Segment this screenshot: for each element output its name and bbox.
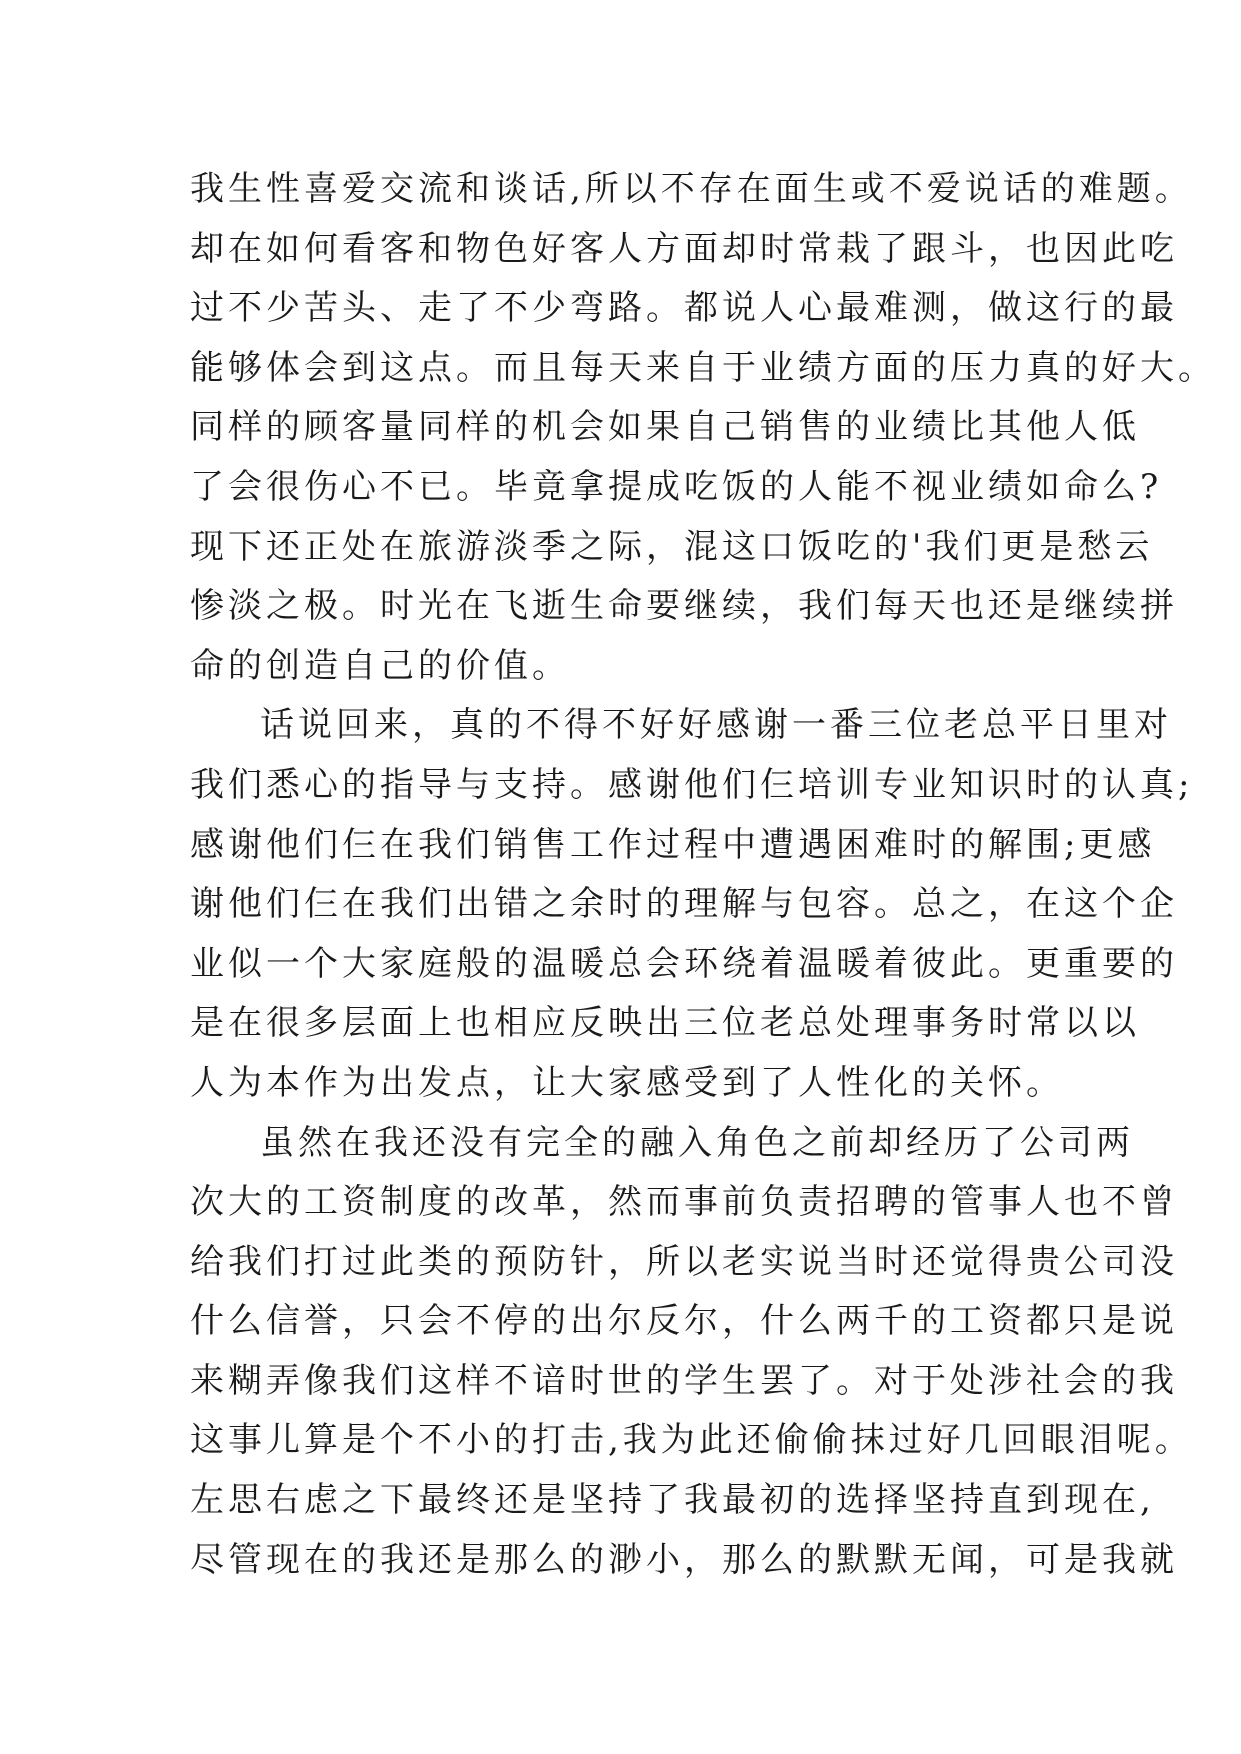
text-line: 次大的工资制度的改革，然而事前负责招聘的管事人也不曾 [190,1182,1178,1223]
text-line: 虽然在我还没有完全的融入角色之前却经历了公司两 [260,1122,1134,1163]
text-line: 我生性喜爱交流和谈话,所以不存在面生或不爱说话的难题。 [190,169,1193,209]
text-line: 尽管现在的我还是那么的渺小，那么的默默无闻，可是我就 [190,1539,1178,1580]
text-line: 能够体会到这点。而且每天来自于业绩方面的压力真的好大。 [190,347,1216,388]
text-line: 我们悉心的指导与支持。感谢他们仨培训专业知识时的认真; [190,764,1194,805]
text-line: 谢他们仨在我们出错之余时的理解与包容。总之，在这个企 [190,884,1178,925]
text-line: 却在如何看客和物色好客人方面却时常栽了跟斗，也因此吃 [190,228,1178,269]
text-line: 现下还正处在旅游淡季之际，混这口饭吃的'我们更是愁云 [190,526,1154,567]
text-line: 话说回来，真的不得不好好感谢一番三位老总平日里对 [260,705,1172,746]
body-text [190,160,1216,1590]
text-line: 这事儿算是个不小的打击,我为此还偷偷抹过好几回眼泪呢。 [190,1420,1193,1461]
text-line: 过不少苦头、走了不少弯路。都说人心最难测，做这行的最 [190,288,1178,329]
text-line: 给我们打过此类的预防针，所以老实说当时还觉得贵公司没 [190,1241,1178,1282]
text-line: 惨淡之极。时光在飞逝生命要继续，我们每天也还是继续拼 [190,586,1178,627]
text-line: 什么信誉，只会不停的出尔反尔，什么两千的工资都只是说 [190,1301,1178,1342]
text-line: 来糊弄像我们这样不谙时世的学生罢了。对于处涉社会的我 [190,1360,1178,1401]
text-line: 了会很伤心不已。毕竟拿提成吃饭的人能不视业绩如命么? [190,466,1163,507]
text-line: 左思右虑之下最终还是坚持了我最初的选择坚持直到现在, [190,1480,1155,1521]
text-line: 命的创造自己的价值。 [190,645,570,686]
text-line: 人为本作为出发点，让大家感受到了人性化的关怀。 [190,1062,1064,1103]
text-line: 同样的顾客量同样的机会如果自己销售的业绩比其他人低 [190,407,1140,448]
text-line: 感谢他们仨在我们销售工作过程中遭遇困难时的解围;更感 [190,824,1156,865]
text-line: 业似一个大家庭般的温暖总会环绕着温暖着彼此。更重要的 [190,943,1178,984]
text-line: 是在很多层面上也相应反映出三位老总处理事务时常以以 [190,1003,1140,1044]
